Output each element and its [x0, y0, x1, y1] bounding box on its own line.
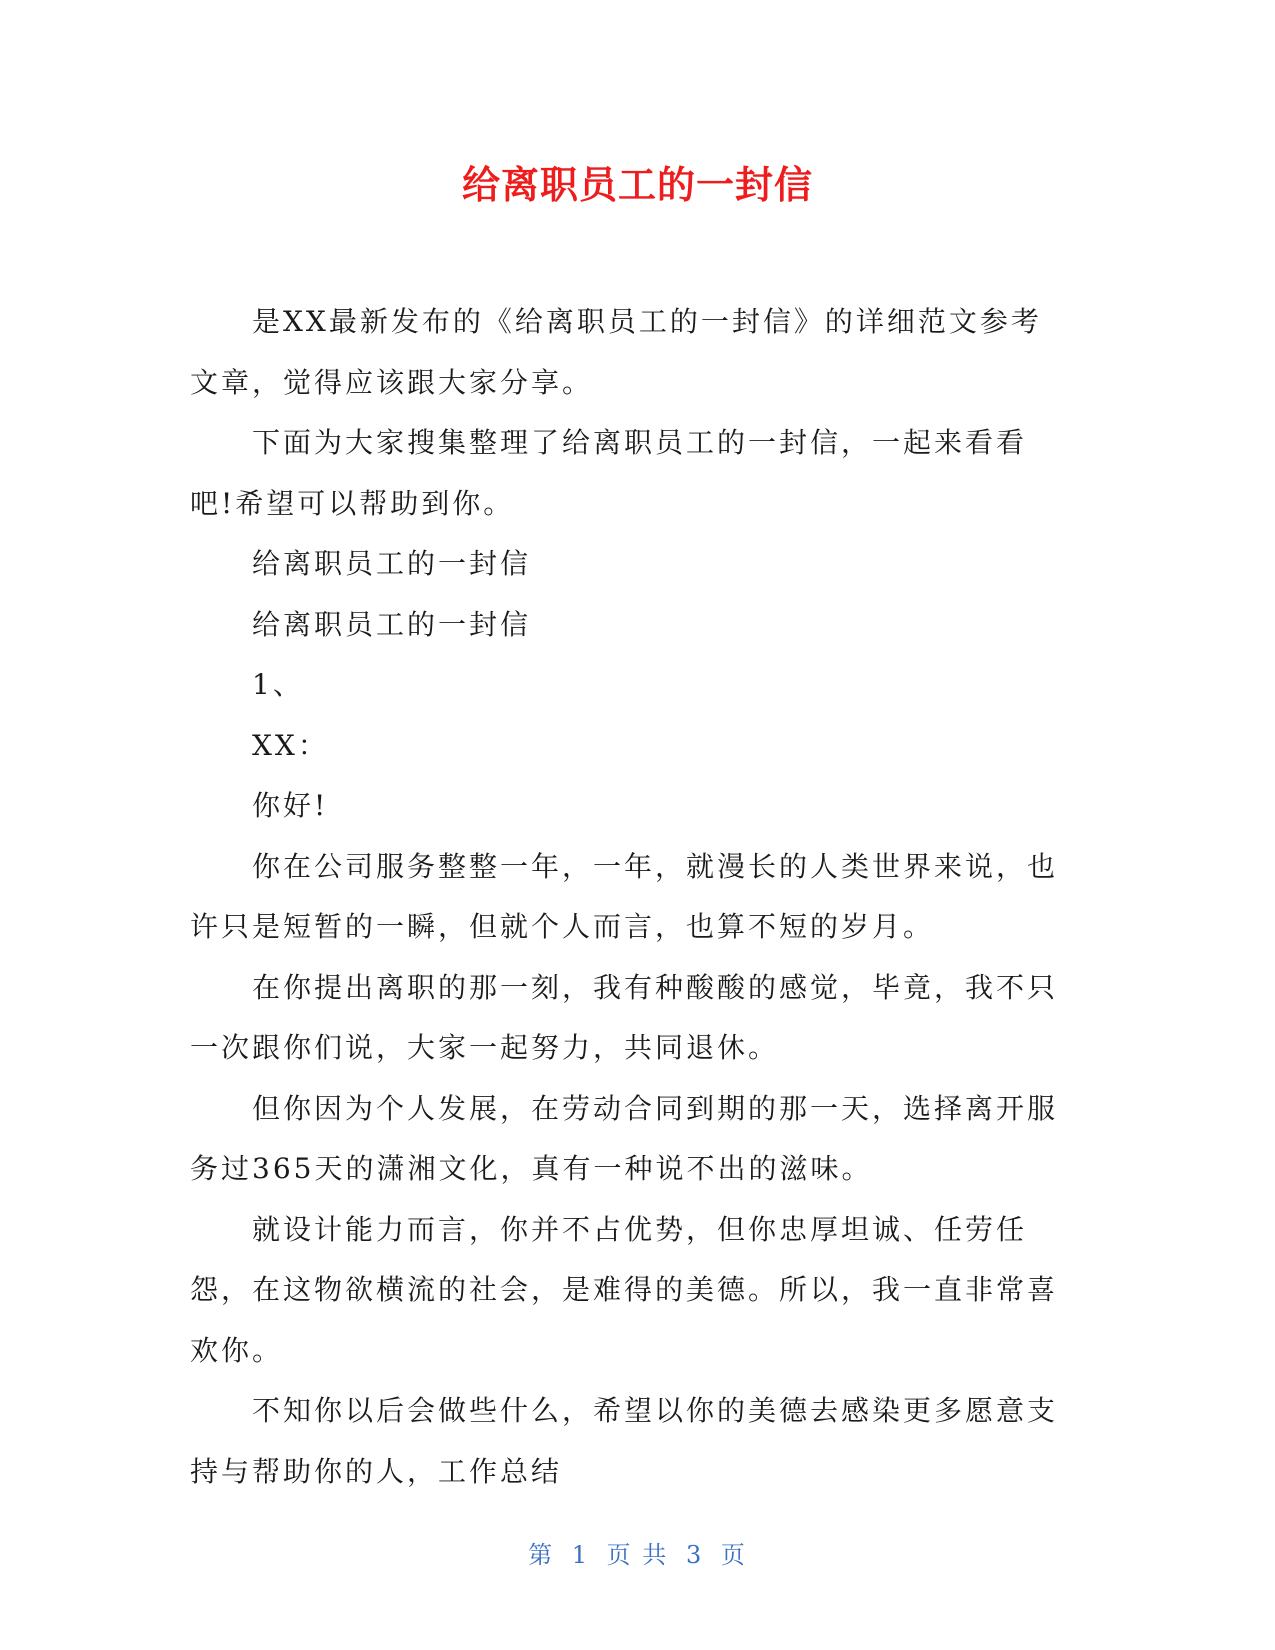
paragraph: 给离职员工的一封信	[252, 547, 532, 580]
page-footer	[0, 1540, 1275, 1570]
page-label-suffix: 页	[720, 1541, 747, 1569]
paragraph: 但你因为个人发展，在劳动合同到期的那一天，选择离开服务过365天的潇湘文化，真有一种说不出的滋味。	[190, 1091, 1059, 1185]
paragraph: 给离职员工的一封信	[252, 607, 532, 641]
paragraph: 1、	[252, 668, 304, 701]
document-body	[190, 292, 1070, 1502]
paragraph: 在你提出离职的那一刻，我有种酸酸的感觉，毕竟，我不只一次跟你们说，大家一起努力，共同退休。	[190, 970, 1059, 1064]
page-label-prefix: 第	[528, 1541, 555, 1569]
paragraph: 是XX最新发布的《给离职员工的一封信》的详细范文参考文章，觉得应该跟大家分享。	[190, 305, 1042, 399]
paragraph: XX：	[252, 728, 329, 762]
paragraph: 下面为大家搜集整理了给离职员工的一封信，一起来看看吧!希望可以帮助到你。	[190, 426, 1028, 520]
paragraph: 你好!	[252, 789, 329, 822]
paragraph: 就设计能力而言，你并不占优势，但你忠厚坦诚、任劳任怨，在这物欲横流的社会，是难得的美德。所以，我一直非常喜欢你。	[190, 1212, 1059, 1367]
paragraph: 你在公司服务整整一年，一年，就漫长的人类世界来说，也许只是短暂的一瞬，但就个人而言，也算不短的岁月。	[190, 849, 1059, 943]
paragraph: 不知你以后会做些什么，希望以你的美德去感染更多愿意支持与帮助你的人，工作总结	[190, 1394, 1059, 1488]
page-label-mid: 页 共	[606, 1541, 669, 1569]
document-title: 给离职员工的一封信	[461, 163, 813, 207]
total-pages-number: 3	[685, 1541, 704, 1569]
current-page-number: 1	[571, 1541, 590, 1569]
